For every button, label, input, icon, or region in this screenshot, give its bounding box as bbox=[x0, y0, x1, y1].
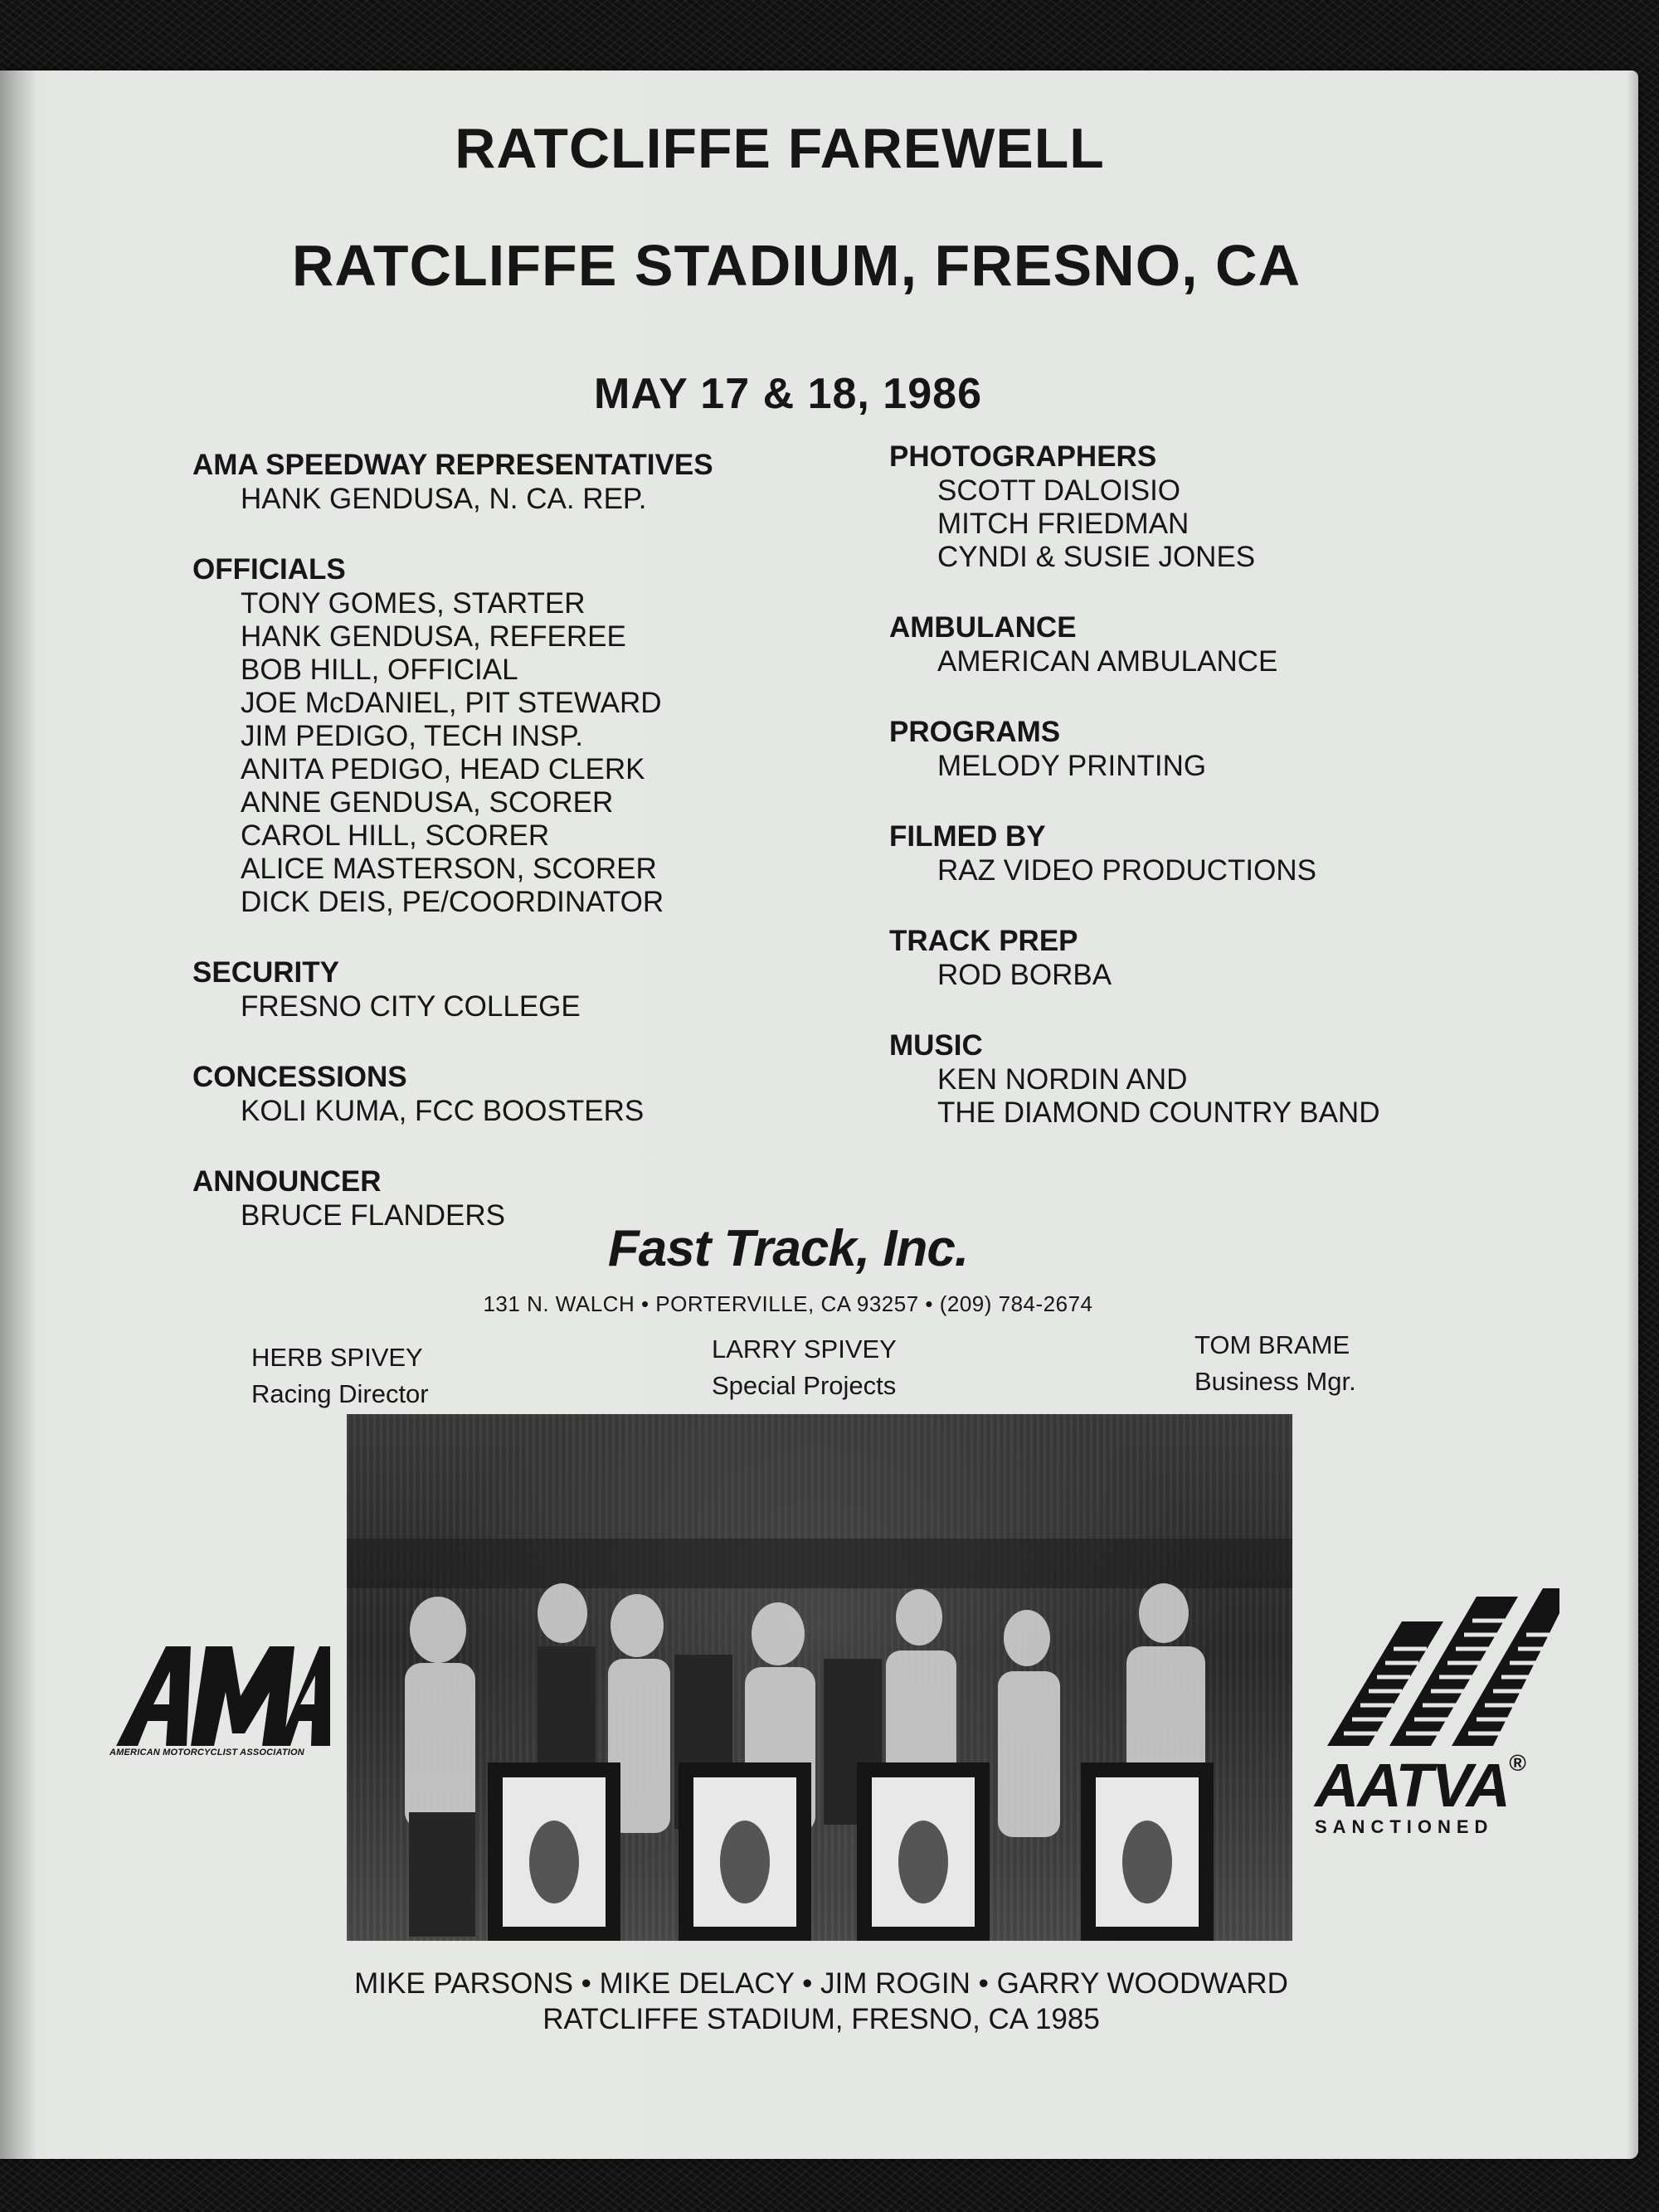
credit-item: BRUCE FLANDERS bbox=[241, 1199, 505, 1232]
credit-section bbox=[192, 1060, 873, 1128]
staff-role: Racing Director bbox=[251, 1379, 429, 1408]
credit-section-title: OFFICIALS bbox=[192, 553, 346, 586]
credit-item: RAZ VIDEO PRODUCTIONS bbox=[937, 854, 1316, 887]
credit-item: THE DIAMOND COUNTRY BAND bbox=[937, 1096, 1380, 1129]
credit-section-title: ANNOUNCER bbox=[192, 1165, 382, 1198]
credit-section-title: PHOTOGRAPHERS bbox=[889, 440, 1157, 473]
credit-section bbox=[192, 955, 873, 1023]
credit-section bbox=[889, 610, 1569, 678]
credit-item: JIM PEDIGO, TECH INSP. bbox=[241, 720, 583, 752]
credit-section bbox=[889, 440, 1569, 574]
credit-section-title: CONCESSIONS bbox=[192, 1061, 407, 1093]
credit-item: ANITA PEDIGO, HEAD CLERK bbox=[241, 753, 645, 785]
event-date: MAY 17 & 18, 1986 bbox=[594, 370, 982, 418]
staff-role: Special Projects bbox=[712, 1371, 897, 1400]
credit-section bbox=[192, 448, 873, 516]
right-credits-column bbox=[889, 440, 1569, 1166]
credit-section bbox=[889, 1028, 1569, 1130]
credit-section-title: AMBULANCE bbox=[889, 611, 1077, 644]
credit-item: TONY GOMES, STARTER bbox=[241, 587, 586, 620]
credit-item: HANK GENDUSA, REFEREE bbox=[241, 620, 626, 653]
credit-item: MITCH FRIEDMAN bbox=[937, 508, 1190, 540]
credit-item: ROD BORBA bbox=[937, 959, 1112, 991]
staff-name: HERB SPIVEY bbox=[251, 1343, 423, 1372]
ama-subtext: AMERICAN MOTORCYCLIST ASSOCIATION bbox=[109, 1748, 304, 1757]
aatva-sanctioned-label: SANCTIONED bbox=[1315, 1816, 1494, 1837]
credit-section bbox=[889, 715, 1569, 783]
credit-item: CYNDI & SUSIE JONES bbox=[937, 541, 1256, 573]
credit-item: AMERICAN AMBULANCE bbox=[937, 645, 1278, 678]
team-photo bbox=[347, 1414, 1292, 1941]
company-name: Fast Track, Inc. bbox=[607, 1220, 969, 1277]
staff-role: Business Mgr. bbox=[1194, 1367, 1356, 1396]
credit-item: MELODY PRINTING bbox=[937, 750, 1207, 782]
program-page bbox=[0, 70, 1638, 2159]
credit-item: KEN NORDIN AND bbox=[937, 1063, 1188, 1096]
left-credits-column bbox=[192, 448, 873, 1269]
staff-member bbox=[251, 1339, 429, 1412]
credit-item: CAROL HILL, SCORER bbox=[241, 819, 550, 852]
staff-name: LARRY SPIVEY bbox=[712, 1334, 897, 1364]
staff-name: TOM BRAME bbox=[1194, 1330, 1350, 1359]
photo-figures bbox=[347, 1414, 1292, 1941]
credit-item: BOB HILL, OFFICIAL bbox=[241, 654, 518, 686]
credit-section bbox=[889, 819, 1569, 887]
credit-item: HANK GENDUSA, N. CA. REP. bbox=[241, 483, 647, 515]
credit-item: SCOTT DALOISIO bbox=[937, 474, 1181, 507]
aatva-wordmark bbox=[1315, 1750, 1525, 1821]
credit-section-title: FILMED BY bbox=[889, 820, 1046, 853]
photo-caption-names: MIKE PARSONS • MIKE DELACY • JIM ROGIN • GARRY WOODWARD bbox=[354, 1967, 1288, 2000]
page-edge bbox=[1627, 70, 1638, 2159]
company-address: 131 N. WALCH • PORTERVILLE, CA 93257 • (209) 784-2674 bbox=[483, 1291, 1093, 1316]
staff-member bbox=[1194, 1327, 1356, 1400]
credit-item: KOLI KUMA, FCC BOOSTERS bbox=[241, 1095, 645, 1127]
credit-section-title: TRACK PREP bbox=[889, 925, 1078, 957]
credit-section-title: AMA SPEEDWAY REPRESENTATIVES bbox=[192, 449, 713, 481]
credit-section-title: SECURITY bbox=[192, 956, 339, 989]
ama-logo bbox=[108, 1630, 332, 1754]
credit-item: ANNE GENDUSA, SCORER bbox=[241, 786, 614, 819]
photo-caption-venue: RATCLIFFE STADIUM, FRESNO, CA 1985 bbox=[542, 2003, 1100, 2035]
credit-item: JOE McDANIEL, PIT STEWARD bbox=[241, 687, 662, 719]
credit-section-title: MUSIC bbox=[889, 1029, 983, 1062]
staff-member bbox=[712, 1331, 897, 1404]
credit-item: ALICE MASTERSON, SCORER bbox=[241, 853, 657, 885]
credit-item: DICK DEIS, PE/COORDINATOR bbox=[241, 886, 664, 918]
credit-section bbox=[889, 924, 1569, 992]
credit-item: FRESNO CITY COLLEGE bbox=[241, 990, 581, 1023]
aatva-text: AATVA bbox=[1315, 1751, 1509, 1820]
venue-title: RATCLIFFE STADIUM, FRESNO, CA bbox=[291, 233, 1301, 298]
registered-mark: ® bbox=[1508, 1750, 1525, 1776]
event-title: RATCLIFFE FAREWELL bbox=[455, 117, 1105, 180]
credit-section bbox=[192, 552, 873, 919]
credit-section-title: PROGRAMS bbox=[889, 716, 1061, 748]
